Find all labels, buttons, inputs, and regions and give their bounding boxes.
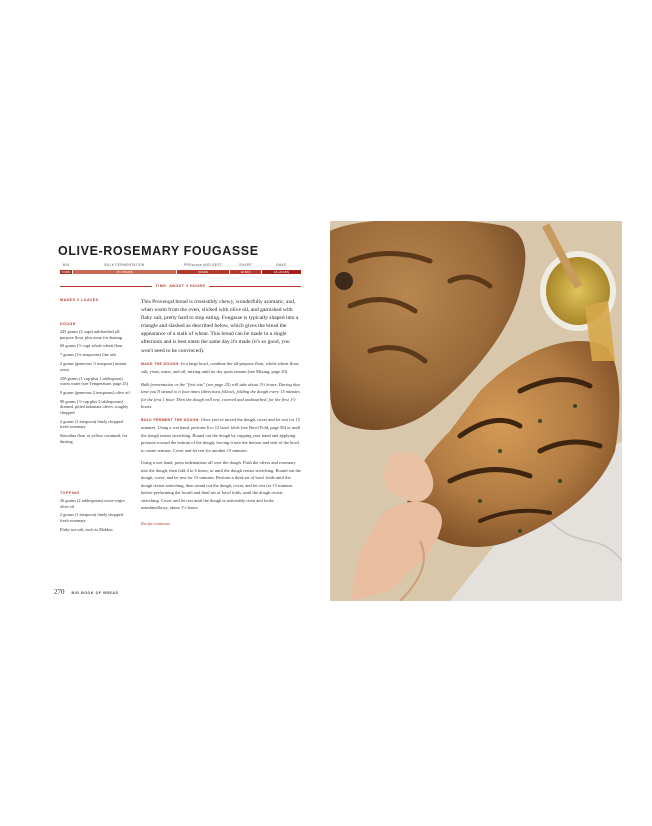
ingredient-item: 7 grams (1¼ teaspoons) fine salt — [60, 352, 116, 358]
recipe-title: OLIVE-ROSEMARY FOUGASSE — [58, 244, 259, 258]
book-title: BIG BOOK OF BREAD — [71, 591, 119, 595]
topping-heading: TOPPING — [60, 491, 80, 495]
step-bulk-ferment — [141, 416, 301, 455]
fougasse-bread-photo-icon — [330, 221, 622, 601]
yield: MAKES 2 LOAVES — [60, 298, 99, 302]
ingredient-item: 26 grams (2 tablespoons) extra-virgin olive oil — [60, 498, 125, 509]
recipe-intro: This Provençal bread is irresistibly chewy, wonderfully aromatic, and, when warm from the oven, slicked with olive oil, and garnished with flaky salt, pretty hard to stop eating. Fougasse is typically shaped into a triangle and slashed as described below, which gives the bread the appearance of a stalk of wheat. This bread can be made in a single afternoon and is best eaten the same day it's made (it's so good, you won't need to be convinced). — [141, 299, 299, 354]
timeline-label: BAKE — [276, 263, 287, 267]
step-make-dough — [141, 360, 301, 376]
step-lead: MAKE THE DOUGH: — [141, 361, 180, 366]
recipe-continues: Recipe continues — [141, 520, 171, 526]
page-folio — [54, 581, 119, 599]
topping-ingredient-list — [60, 498, 132, 536]
recipe-page — [54, 238, 309, 598]
timeline-step-preshape — [177, 263, 229, 283]
ingredient-item: 245 grams (2 cups) unbleached all-purpose flour, plus more for dusting — [60, 329, 122, 340]
timeline-value: 30 MIN — [177, 270, 229, 274]
bulk-note: Bulk fermentation or the "first rise" (see page 25) will take about 3½ hours. During that time you'll strand to it four times (directions follow), folding the dough every 15 minutes for the first 1 hour. Then the dough will rest, covered and undisturbed, for the first 1½ hours. — [141, 381, 300, 410]
ingredient-item: 2 grams (1 teaspoon) finely chopped fresh rosemary — [60, 512, 123, 523]
dough-ingredient-list — [60, 329, 132, 448]
ingredient-item: 90 grams (½ cup plus 2 tablespoons) drained, pitted kalamata olives, roughly chopped — [60, 398, 129, 415]
timeline-value: 3½ HOURS — [73, 270, 176, 274]
timeline-step-shape — [230, 263, 261, 283]
ingredient-item: 2 grams (1 teaspoon) finely chopped fresh rosemary — [60, 418, 123, 430]
timeline-label: SHAPE — [239, 263, 252, 267]
timeline-label: PREshape AND REST — [183, 263, 223, 267]
ingredient-item: Semolina flour or yellow cornmeal, for dusting — [60, 433, 128, 444]
step-folds: Using a wet hand, press indentations all over the dough. Push the olives and rosemary into the dough, then fold 4 to 6 times, or until the dough resists stretching. Round out the dough, cover, and let rest for 15 minutes. Perform a third set of bowl folds until the dough resists stretching, then round out the dough, cover, and let rest for 15 minutes before performing the fourth and final set of bowl folds, until the dough resists stretching. Cover and let rest until the dough is noticeably risen and looks marshmallowy, about 1½ hours. — [141, 460, 301, 511]
page-number: 270 — [54, 588, 65, 596]
timeline-label: MIX — [62, 263, 70, 267]
ingredient-item: 2 grams (generous ½ teaspoon) instant yeast — [60, 361, 127, 372]
dough-heading: DOUGH — [60, 322, 76, 326]
timeline-value: 10 MIN — [230, 270, 261, 274]
timeline-label: BULK FERMENTATION — [104, 263, 145, 267]
step-text: In a large bowl, combine the all-purpose flour, whole wheat flour, salt, yeast, water, and oil, mixing until no dry spots remain (see Mixing, page 20). — [141, 360, 300, 375]
timeline-step-bake — [262, 263, 301, 283]
timeline-value: 18–20 MIN — [262, 270, 301, 274]
timeline-step-mix — [60, 263, 72, 283]
step-lead: BULK FERMENT THE DOUGH: — [141, 417, 201, 422]
total-time — [60, 282, 301, 290]
ingredient-item: 9 grams (generous 2 teaspoons) olive oil — [60, 389, 130, 395]
time-bar — [60, 263, 301, 283]
step-text: Once you've mixed the dough, cover and let rest for 15 minutes. Using a wet hand, perform 6 to 12 bowl folds (see Bowl Fold, page 50) or until the dough resists stretching. Round out the dough by cupping your hand and applying pressure toward the bottom of the dough, forcing it into the bottom and side of the bowl to create tension. Cover and let rest for another 15 minutes. — [141, 416, 301, 453]
total-time-label: TIME: ABOUT 4 HOURS — [152, 282, 210, 290]
method-column — [141, 298, 301, 526]
timeline-value: 5 MIN — [61, 270, 71, 274]
ingredient-item: 258 grams (1 cup plus 1 tablespoon) warm water (see Temperature, page 25) — [60, 375, 129, 387]
fougasse-bread-photo — [330, 221, 622, 601]
ingredient-item: Flaky sea salt, such as Maldon — [60, 526, 113, 532]
timeline-step-bulk — [73, 263, 176, 283]
ingredient-item: 60 grams (½ cup) whole wheat flour — [60, 343, 123, 349]
